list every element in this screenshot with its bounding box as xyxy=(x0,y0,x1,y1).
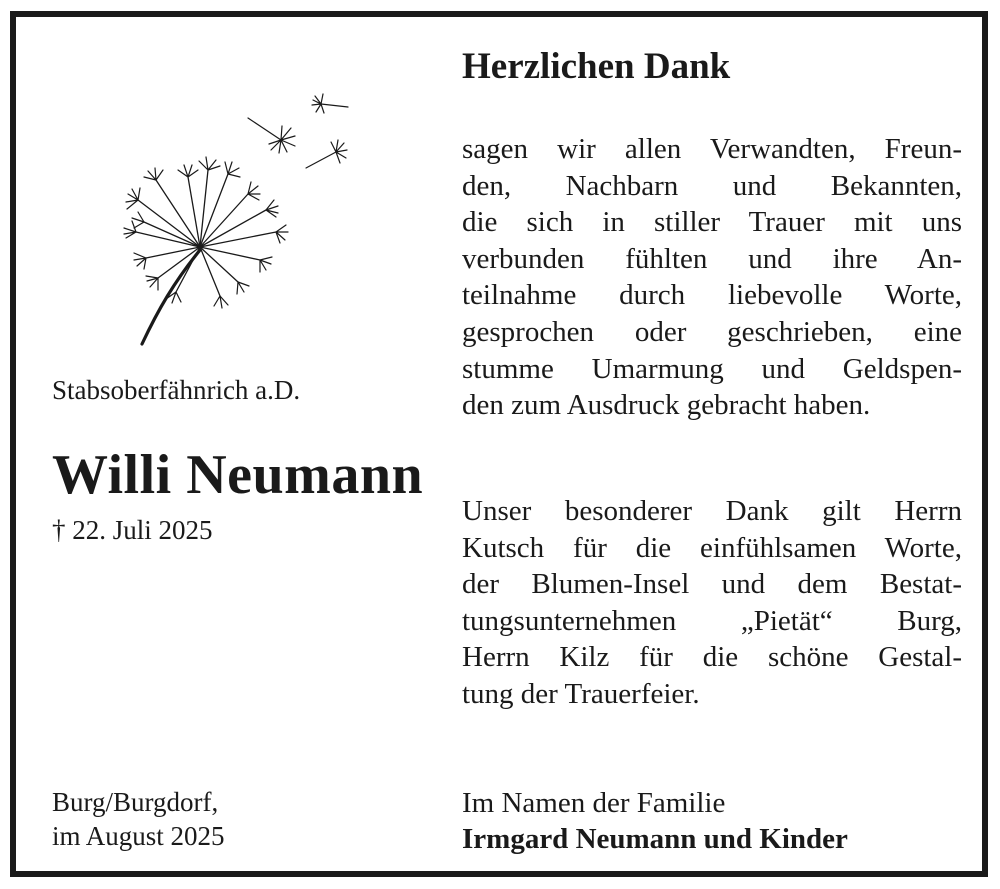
signature-block xyxy=(462,785,848,857)
signature-intro: Im Namen der Familie xyxy=(462,787,726,819)
obituary-frame xyxy=(10,11,988,877)
text-line: tung der Trauerfeier. xyxy=(462,677,700,710)
signature-names: Irmgard Neumann und Kinder xyxy=(462,823,848,855)
special-thanks-paragraph xyxy=(462,493,962,713)
dandelion-icon xyxy=(116,82,366,352)
text-line: gesprochen oder geschrieben, eine xyxy=(462,315,962,348)
date: im August 2025 xyxy=(52,821,225,851)
text-line: Herrn Kilz für die schöne Gestal- xyxy=(462,641,962,674)
text-line: die sich in stiller Trauer mit uns xyxy=(462,206,962,239)
text-line: teilnahme durch liebevolle Worte, xyxy=(462,279,962,312)
deceased-rank: Stabsoberfähnrich a.D. xyxy=(52,375,301,405)
text-line: den zum Ausdruck gebracht haben. xyxy=(462,389,871,422)
place: Burg/Burgdorf, xyxy=(52,787,219,817)
text-line: Kutsch für die einfühlsamen Worte, xyxy=(462,531,962,564)
deceased-name: Willi Neumann xyxy=(52,444,424,506)
text-line: stumme Umarmung und Geldspen- xyxy=(462,352,962,385)
thanks-paragraph xyxy=(462,131,962,424)
death-date: † 22. Juli 2025 xyxy=(52,515,213,545)
text-line: verbunden fühlten und ihre An- xyxy=(462,242,962,275)
text-line: sagen wir allen Verwandten, Freun- xyxy=(462,133,962,165)
text-line: den, Nachbarn und Bekannten, xyxy=(462,169,962,202)
text-line: tungsunternehmen „Pietät“ Burg, xyxy=(462,604,962,637)
thanks-heading: Herzlichen Dank xyxy=(462,46,731,87)
text-line: Unser besonderer Dank gilt Herrn xyxy=(462,495,962,527)
place-and-date xyxy=(52,785,225,853)
dandelion-illustration xyxy=(116,82,366,352)
text-line: der Blumen-Insel und dem Bestat- xyxy=(462,568,962,601)
